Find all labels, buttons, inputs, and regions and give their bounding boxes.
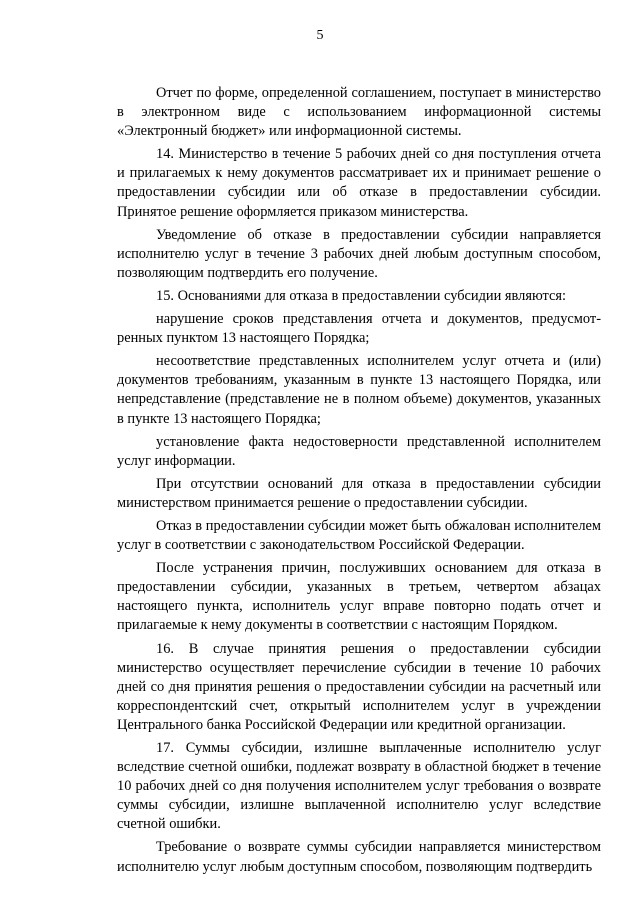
document-body bbox=[117, 84, 601, 877]
paragraph-ground-false-info: установление факта недостоверности представленной исполнителем услуг информации. bbox=[117, 433, 601, 469]
paragraph-refund-request: Требование о возврате суммы субсидии направляется министерством исполнителю услуг любым доступным способом, позволяющим подтвердить bbox=[117, 839, 601, 875]
paragraph-refusal-notice: Уведомление об отказе в предоставлении субсидии направляется исполнителю услуг в течение 3 рабочих дней любым доступным способом, позволяющим подтвердить его получение. bbox=[117, 226, 601, 281]
paragraph-15-grounds: 15. Основаниями для отказа в предоставлении субсидии являются: bbox=[156, 287, 566, 304]
paragraph-no-grounds: При отсутствии оснований для отказа в предоставлении субсидии министерством принимается решение о предоставлении субсидии. bbox=[117, 475, 601, 511]
page-number: 5 bbox=[316, 28, 324, 43]
paragraph-ground-deadline: нарушение сроков представления отчета и документов, предусмотренных пунктом 13 настоящего Порядка; bbox=[117, 311, 601, 347]
paragraph-ground-noncompliance: несоответствие представленных исполнителем услуг отчета и (или) документов требованиям, указанным в пункте 13 настоящего Порядка, или непредставление (представление не в полном объеме) документов, указанных в пункте 13 настоящего Порядка; bbox=[117, 353, 601, 427]
paragraph-resubmission: После устранения причин, послуживших основанием для отказа в предоставлении субсидии, указанных в третьем, четвертом абзацах настоящего пункта, исполнитель услуг вправе повторно подать отчет и прилагаемые к нему документы в соответствии с настоящим Порядком. bbox=[117, 560, 601, 634]
paragraph-14-review: 14. Министерство в течение 5 рабочих дней со дня поступления отчета и прилагаемых к нему документов рассматривает их и принимает решение о предоставлении субсидии или об отказе в предоставлении субсидии. Принятое решение оформляется приказом министерства. bbox=[117, 146, 601, 220]
paragraph-report-submission: Отчет по форме, определенной соглашением, поступает в министерство в электронном виде с использованием информационной системы «Электронный бюджет» или информационной системы. bbox=[117, 85, 601, 140]
paragraph-16-transfer: 16. В случае принятия решения о предоставлении субсидии министерство осуществляет перечисление субсидии в течение 10 рабочих дней со дня принятия решения о предоставлении субсидии на расчетный или корреспондентский счет, открытый исполнителем услуг в учреждении Центрального банка Российской Федерации или кредитной организации. bbox=[117, 640, 601, 733]
paragraph-appeal: Отказ в предоставлении субсидии может быть обжалован исполнителем услуг в соответствии с законодательством Российской Федерации. bbox=[117, 517, 601, 554]
paragraph-17-refund: 17. Суммы субсидии, излишне выплаченные исполнителю услуг вследствие счетной ошибки, подлежат возврату в областной бюджет в течение 10 рабочих дней со дня получения исполнителем услуг требования о возврате суммы субсидии, излишне выплаченной исполнителю услуг вследствие счетной ошибки. bbox=[117, 740, 601, 833]
